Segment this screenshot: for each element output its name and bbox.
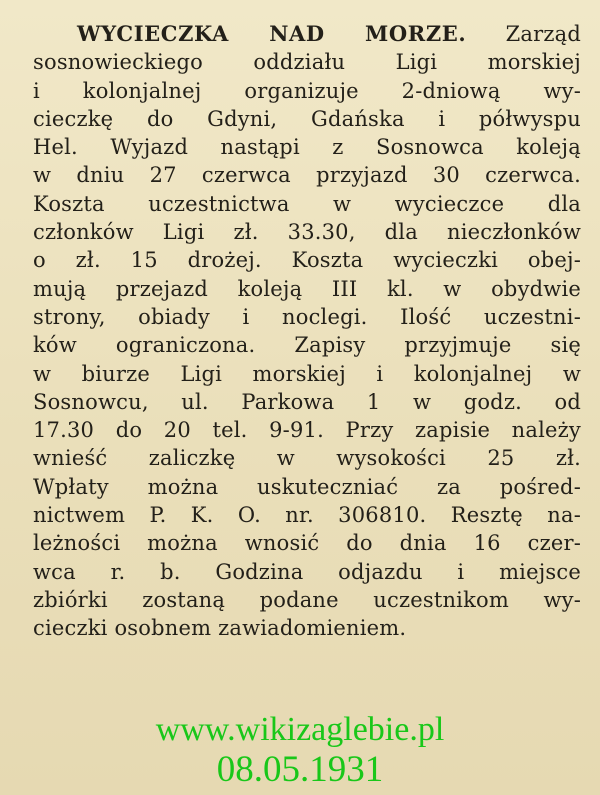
article-line-last: cieczki osobnem zawiadomieniem. — [33, 616, 407, 641]
article-line: Sosnowcu, ul. Parkowa 1 w godz. od — [33, 389, 581, 414]
article-line: wca r. b. Godzina odjazdu i miejsce — [33, 559, 581, 584]
article-line: leżności można wnosić do dnia 16 czer- — [33, 531, 581, 556]
article-line: 17.30 do 20 tel. 9-91. Przy zapisie należy — [33, 418, 581, 443]
article-line: sosnowieckiego oddziału Ligi morskiej — [33, 50, 581, 75]
article-line-1 — [33, 20, 581, 48]
article-line: i kolonjalnej organizuje 2-dniową wy- — [33, 78, 581, 103]
article-line: o zł. 15 drożej. Koszta wycieczki obej- — [33, 248, 581, 273]
article-line: Hel. Wyjazd nastąpi z Sosnowca koleją — [33, 135, 581, 160]
watermark-date: 08.05.1931 — [216, 749, 384, 790]
article-line: w biurze Ligi morskiej i kolonjalnej w — [33, 361, 581, 386]
article-line: Wpłaty można uskuteczniać za pośred- — [33, 474, 581, 499]
article-line: członków Ligi zł. 33.30, dla nieczłonków — [33, 220, 581, 245]
article-line: cieczkę do Gdyni, Gdańska i półwyspu — [33, 106, 581, 131]
article-line: mują przejazd koleją III kl. w obydwie — [33, 276, 581, 301]
article-headline: WYCIECZKA NAD MORZE. — [77, 21, 467, 46]
article-line: ków ograniczona. Zapisy przyjmuje się — [33, 333, 581, 358]
article-line: Koszta uczestnictwa w wycieczce dla — [33, 191, 581, 216]
article-line: w dniu 27 czerwca przyjazd 30 czerwca. — [33, 163, 581, 188]
article-line: nictwem P. K. O. nr. 306810. Resztę na- — [33, 503, 581, 528]
article-line: strony, obiady i noclegi. Ilość uczestni- — [33, 304, 581, 329]
article-line: zbiórki zostaną podane uczestnikom wy- — [33, 587, 581, 612]
article-line: wnieść zaliczkę w wysokości 25 zł. — [33, 446, 581, 471]
article-text: Zarząd — [505, 22, 581, 46]
watermark-url: www.wikizaglebie.pl — [155, 711, 445, 748]
article-body — [33, 20, 581, 643]
